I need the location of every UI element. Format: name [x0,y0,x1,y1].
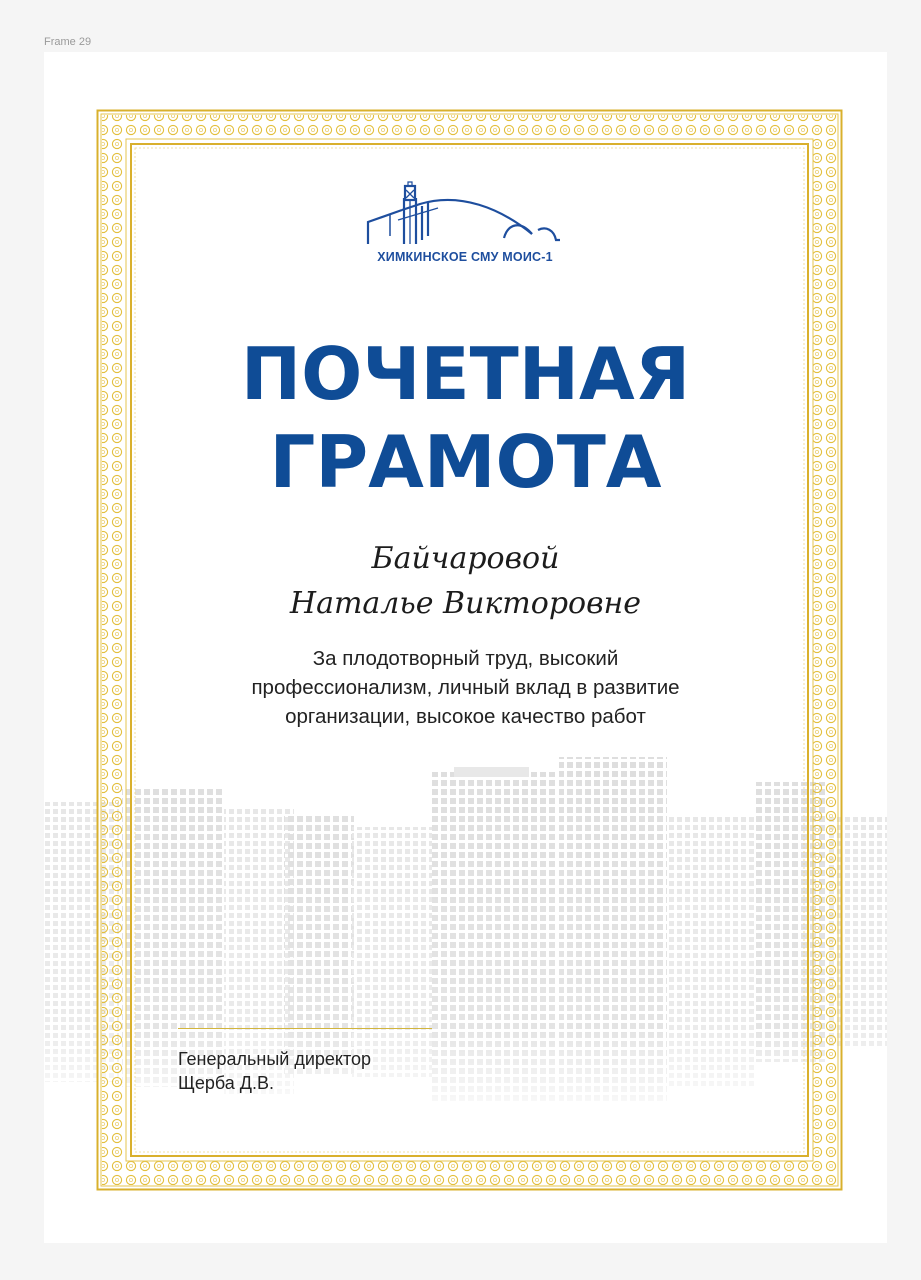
certificate-title [44,330,887,506]
award-reason [44,644,887,731]
signer-block [178,1047,371,1095]
frame-label: Frame 29 [44,36,92,48]
signer-position: Генеральный директор [178,1049,372,1069]
title-line-1: ПОЧЕТНАЯ [240,332,691,416]
company-logo [360,180,570,272]
signer-name: Щерба Д.В. [178,1073,275,1093]
signature-line [178,1028,432,1029]
recipient-given-names: Наталье Викторовне [289,586,642,621]
reason-line-3: организации, высокое качество работ [285,705,646,728]
logo-company-name: ХИМКИНСКОЕ СМУ МОИС-1 [377,250,553,264]
reason-line-2: профессионализм, личный вклад в развитие [251,676,680,699]
certificate-artboard [44,52,887,1243]
recipient-surname: Байчаровой [371,541,560,576]
title-line-2: ГРАМОТА [269,420,662,504]
recipient-name [44,536,887,626]
reason-line-1: За плодотворный труд, высокий [312,647,619,670]
